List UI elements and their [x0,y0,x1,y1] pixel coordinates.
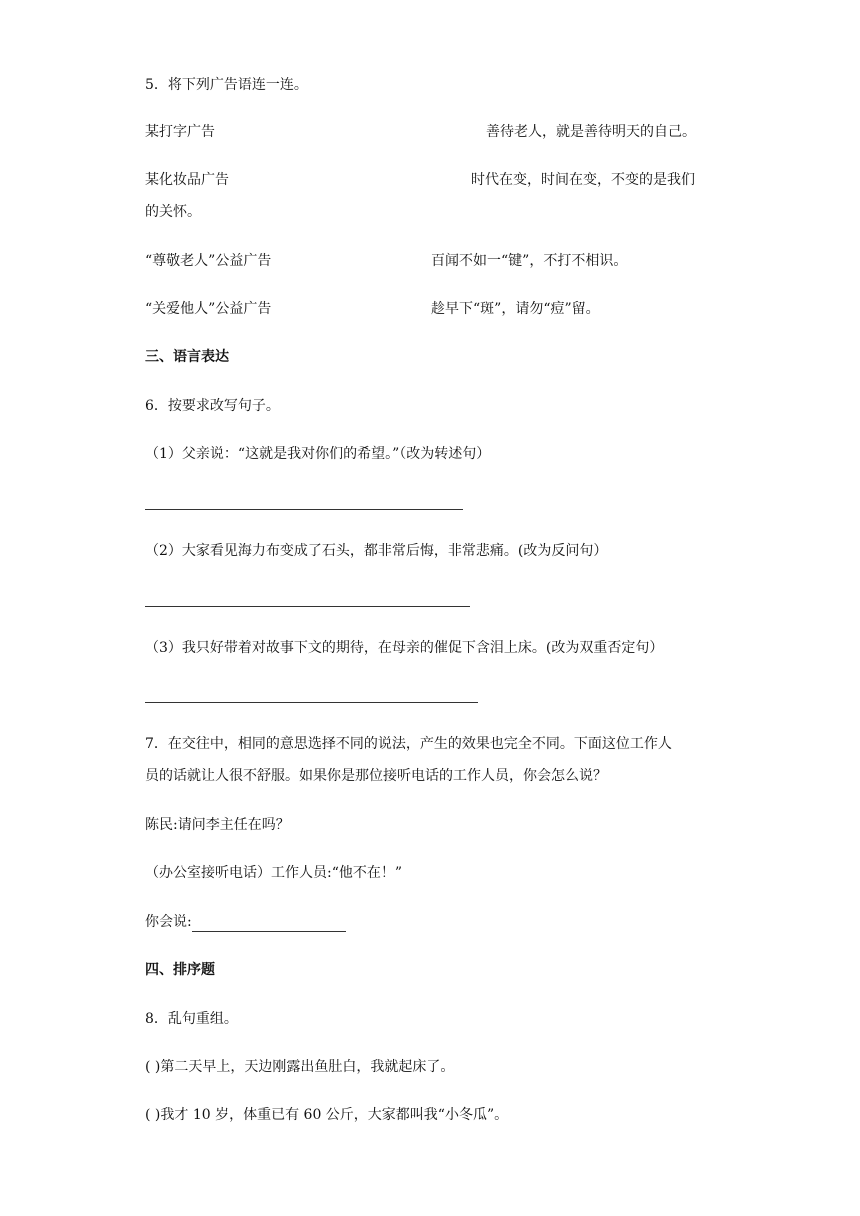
q5-right-4: 趁早下“斑”，请勿“痘”留。 [431,301,600,317]
q8-item-1 [145,1057,454,1077]
q8-title: 8．乱句重组。 [145,1011,238,1027]
q7-answer-label: 你会说: [145,914,192,930]
q8-item-2 [145,1105,508,1125]
q7-answer [145,912,346,932]
q5-left-2: 某化妆品广告 [145,172,229,188]
q5-left-1: 某打字广告 [145,124,215,140]
q5-title: 5．将下列广告语连一连。 [145,77,308,93]
q5-right-3: 百闻不如一“键”，不打不相识。 [431,253,628,269]
q6-title: 6．按要求改写句子。 [145,398,280,414]
q5-right-1: 善待老人，就是善待明天的自己。 [486,124,696,140]
q5-left-4: “关爱他人”公益广告 [145,301,272,317]
q6-answer-line-1[interactable] [145,509,463,510]
q8-item-2-paren[interactable]: ( ) [145,1107,161,1123]
q7-title-line-2: 员的话就让人很不舒服。如果你是那位接听电话的工作人员，你会怎么说？ [145,768,607,784]
q6-item-3: （3）我只好带着对故事下文的期待，在母亲的催促下含泪上床。(改为双重否定句） [145,640,664,656]
q8-item-1-text: 第二天早上，天边刚露出鱼肚白，我就起床了。 [160,1059,455,1075]
q7-dialog-2: （办公室接听电话）工作人员:“他不在！” [145,865,403,881]
q6-answer-line-3[interactable] [145,702,478,703]
q6-item-2: （2）大家看见海力布变成了石头，都非常后悔，非常悲痛。(改为反问句） [145,543,608,559]
q5-right-2-continuation: 的关怀。 [145,204,201,220]
section-3-title: 三、语言表达 [145,349,229,365]
q7-dialog-1: 陈民:请问李主任在吗？ [145,817,290,833]
section-4-title: 四、排序题 [145,962,215,978]
q8-item-1-paren[interactable]: ( ) [145,1059,161,1075]
q6-answer-line-2[interactable] [145,606,470,607]
q7-answer-blank[interactable] [192,915,346,932]
q8-item-2-text: 我才 10 岁，体重已有 60 公斤，大家都叫我“小冬瓜”。 [160,1107,509,1123]
q7-title-line-1: 7．在交往中，相同的意思选择不同的说法，产生的效果也完全不同。下面这位工作人 [145,736,672,752]
q5-right-2: 时代在变，时间在变，不变的是我们 [471,172,695,188]
q5-left-3: “尊敬老人”公益广告 [145,253,272,269]
q6-item-1: （1）父亲说：“这就是我对你们的希望。”（改为转述句） [145,446,491,462]
